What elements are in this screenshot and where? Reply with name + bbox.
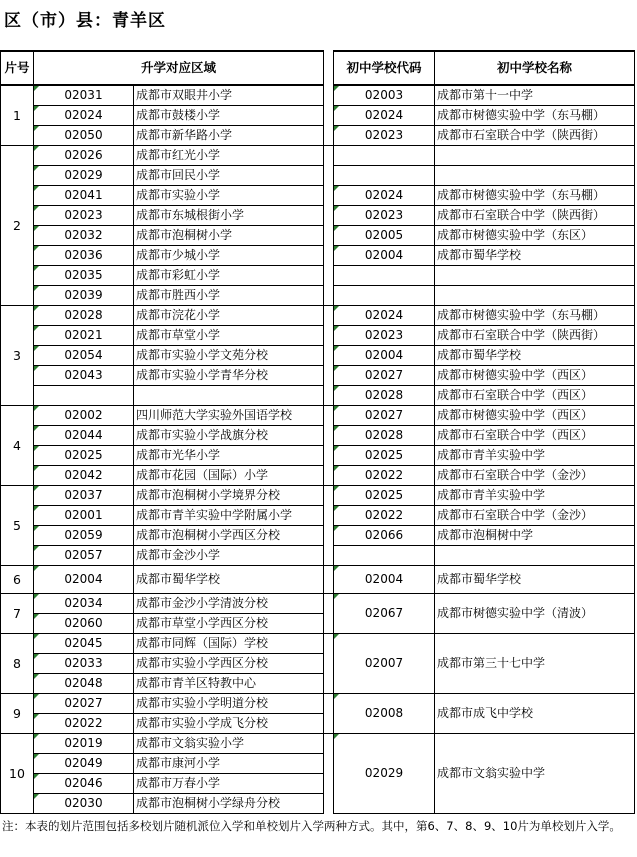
primary-code: 02037 xyxy=(34,486,134,506)
middle-name xyxy=(435,266,635,286)
middle-name: 成都市石室联合中学（金沙） xyxy=(435,466,635,486)
piece-number: 5 xyxy=(1,486,34,566)
middle-name: 成都市第三十七中学 xyxy=(435,634,635,694)
primary-name: 成都市实验小学文苑分校 xyxy=(134,346,324,366)
primary-code: 02031 xyxy=(34,85,134,106)
column-gap xyxy=(324,714,334,734)
table-row xyxy=(1,386,635,406)
middle-code: 02024 xyxy=(334,106,435,126)
middle-code: 02005 xyxy=(334,226,435,246)
column-gap xyxy=(324,126,334,146)
table-row xyxy=(1,366,635,386)
middle-code xyxy=(334,546,435,566)
table-row xyxy=(1,286,635,306)
middle-code: 02008 xyxy=(334,694,435,734)
primary-name: 成都市草堂小学 xyxy=(134,326,324,346)
primary-code: 02059 xyxy=(34,526,134,546)
primary-name: 成都市浣花小学 xyxy=(134,306,324,326)
primary-code: 02002 xyxy=(34,406,134,426)
middle-name: 成都市石室联合中学（金沙） xyxy=(435,506,635,526)
header-row xyxy=(1,51,635,85)
primary-name: 成都市金沙小学 xyxy=(134,546,324,566)
table-row xyxy=(1,346,635,366)
primary-code: 02034 xyxy=(34,594,134,614)
table-row xyxy=(1,566,635,594)
middle-code: 02029 xyxy=(334,734,435,814)
enrollment-table xyxy=(0,50,635,814)
middle-code: 02022 xyxy=(334,466,435,486)
middle-name: 成都市石室联合中学（西区） xyxy=(435,426,635,446)
primary-name: 成都市少城小学 xyxy=(134,246,324,266)
primary-code: 02032 xyxy=(34,226,134,246)
middle-name: 成都市树德实验中学（清波） xyxy=(435,594,635,634)
header-piece: 片号 xyxy=(1,51,34,85)
primary-code: 02022 xyxy=(34,714,134,734)
primary-code xyxy=(34,386,134,406)
primary-name: 成都市青羊区特教中心 xyxy=(134,674,324,694)
column-gap xyxy=(324,106,334,126)
table-row xyxy=(1,594,635,614)
primary-code: 02039 xyxy=(34,286,134,306)
header-code: 初中学校代码 xyxy=(334,51,435,85)
column-gap xyxy=(324,506,334,526)
primary-name: 成都市胜西小学 xyxy=(134,286,324,306)
header-name: 初中学校名称 xyxy=(435,51,635,85)
middle-code: 02025 xyxy=(334,446,435,466)
middle-name: 成都市树德实验中学（东区） xyxy=(435,226,635,246)
primary-code: 02044 xyxy=(34,426,134,446)
column-gap xyxy=(324,634,334,654)
primary-name: 成都市草堂小学西区分校 xyxy=(134,614,324,634)
table-row xyxy=(1,506,635,526)
column-gap xyxy=(324,546,334,566)
piece-number: 10 xyxy=(1,734,34,814)
primary-code: 02019 xyxy=(34,734,134,754)
primary-name: 成都市青羊实验中学附属小学 xyxy=(134,506,324,526)
primary-code: 02030 xyxy=(34,794,134,814)
column-gap xyxy=(324,186,334,206)
middle-code: 02022 xyxy=(334,506,435,526)
primary-name: 成都市实验小学成飞分校 xyxy=(134,714,324,734)
middle-name: 成都市青羊实验中学 xyxy=(435,446,635,466)
middle-name: 成都市文翁实验中学 xyxy=(435,734,635,814)
primary-code: 02021 xyxy=(34,326,134,346)
middle-name: 成都市石室联合中学（陕西街） xyxy=(435,326,635,346)
table-row xyxy=(1,166,635,186)
primary-name: 成都市东城根街小学 xyxy=(134,206,324,226)
primary-name: 成都市蜀华学校 xyxy=(134,566,324,594)
table-body xyxy=(1,85,635,814)
middle-name xyxy=(435,546,635,566)
table-row xyxy=(1,306,635,326)
table-row xyxy=(1,226,635,246)
column-gap xyxy=(324,794,334,814)
primary-name: 四川师范大学实验外国语学校 xyxy=(134,406,324,426)
table-row xyxy=(1,466,635,486)
primary-code: 02035 xyxy=(34,266,134,286)
footnote: 注：本表的划片范围包括多校划片随机派位入学和单校划片入学两种方式。其中，第6、7、8、9、10片为单校划片入学。 xyxy=(2,819,621,833)
table-row xyxy=(1,186,635,206)
table-row xyxy=(1,426,635,446)
primary-name: 成都市光华小学 xyxy=(134,446,324,466)
primary-name: 成都市金沙小学清波分校 xyxy=(134,594,324,614)
middle-code: 02003 xyxy=(334,85,435,106)
middle-code: 02007 xyxy=(334,634,435,694)
column-gap xyxy=(324,774,334,794)
middle-code: 02025 xyxy=(334,486,435,506)
primary-name: 成都市实验小学青华分校 xyxy=(134,366,324,386)
primary-name: 成都市泡桐树小学 xyxy=(134,226,324,246)
middle-name: 成都市第十一中学 xyxy=(435,85,635,106)
primary-code: 02046 xyxy=(34,774,134,794)
primary-name: 成都市回民小学 xyxy=(134,166,324,186)
column-gap xyxy=(324,486,334,506)
column-gap xyxy=(324,734,334,754)
middle-name: 成都市树德实验中学（东马棚） xyxy=(435,106,635,126)
middle-code xyxy=(334,146,435,166)
primary-name: 成都市康河小学 xyxy=(134,754,324,774)
table-row xyxy=(1,734,635,754)
middle-code: 02027 xyxy=(334,366,435,386)
column-gap xyxy=(324,566,334,594)
middle-code xyxy=(334,266,435,286)
column-gap xyxy=(324,266,334,286)
middle-name: 成都市树德实验中学（西区） xyxy=(435,366,635,386)
column-gap xyxy=(324,346,334,366)
middle-name: 成都市石室联合中学（西区） xyxy=(435,386,635,406)
piece-number: 4 xyxy=(1,406,34,486)
primary-code: 02028 xyxy=(34,306,134,326)
piece-number: 8 xyxy=(1,634,34,694)
column-gap xyxy=(324,694,334,714)
primary-name: 成都市泡桐树小学绿舟分校 xyxy=(134,794,324,814)
column-gap xyxy=(324,206,334,226)
middle-code: 02028 xyxy=(334,386,435,406)
middle-name xyxy=(435,166,635,186)
middle-name xyxy=(435,146,635,166)
piece-number: 2 xyxy=(1,146,34,306)
middle-name: 成都市青羊实验中学 xyxy=(435,486,635,506)
middle-name: 成都市树德实验中学（东马棚） xyxy=(435,306,635,326)
primary-name: 成都市实验小学明道分校 xyxy=(134,694,324,714)
primary-name: 成都市红光小学 xyxy=(134,146,324,166)
primary-code: 02036 xyxy=(34,246,134,266)
middle-code: 02004 xyxy=(334,566,435,594)
column-gap xyxy=(324,654,334,674)
primary-name: 成都市实验小学 xyxy=(134,186,324,206)
column-gap xyxy=(324,754,334,774)
column-gap xyxy=(324,146,334,166)
middle-name: 成都市蜀华学校 xyxy=(435,566,635,594)
table-row xyxy=(1,634,635,654)
column-gap xyxy=(324,366,334,386)
primary-code: 02027 xyxy=(34,694,134,714)
table-row xyxy=(1,146,635,166)
column-gap xyxy=(324,326,334,346)
column-gap xyxy=(324,426,334,446)
column-gap xyxy=(324,406,334,426)
primary-name: 成都市鼓楼小学 xyxy=(134,106,324,126)
table-row xyxy=(1,266,635,286)
column-gap xyxy=(324,466,334,486)
primary-code: 02033 xyxy=(34,654,134,674)
middle-name: 成都市树德实验中学（东马棚） xyxy=(435,186,635,206)
table-row xyxy=(1,446,635,466)
piece-number: 7 xyxy=(1,594,34,634)
column-gap xyxy=(324,594,334,614)
page-title: 区（市）县：青羊区 xyxy=(4,11,166,31)
primary-name: 成都市文翁实验小学 xyxy=(134,734,324,754)
middle-code: 02024 xyxy=(334,186,435,206)
piece-number: 1 xyxy=(1,85,34,146)
primary-name: 成都市花园（国际）小学 xyxy=(134,466,324,486)
piece-number: 6 xyxy=(1,566,34,594)
primary-code: 02001 xyxy=(34,506,134,526)
primary-code: 02048 xyxy=(34,674,134,694)
primary-code: 02041 xyxy=(34,186,134,206)
primary-name: 成都市万春小学 xyxy=(134,774,324,794)
middle-code: 02067 xyxy=(334,594,435,634)
primary-name xyxy=(134,386,324,406)
middle-code: 02024 xyxy=(334,306,435,326)
table-row xyxy=(1,206,635,226)
column-gap xyxy=(324,674,334,694)
middle-code: 02066 xyxy=(334,526,435,546)
primary-code: 02004 xyxy=(34,566,134,594)
column-gap xyxy=(324,51,334,85)
middle-code: 02023 xyxy=(334,126,435,146)
column-gap xyxy=(324,226,334,246)
table-row xyxy=(1,694,635,714)
middle-code: 02004 xyxy=(334,346,435,366)
primary-code: 02060 xyxy=(34,614,134,634)
table-row xyxy=(1,246,635,266)
piece-number: 3 xyxy=(1,306,34,406)
header-area: 升学对应区域 xyxy=(34,51,324,85)
middle-code: 02023 xyxy=(334,206,435,226)
middle-name: 成都市蜀华学校 xyxy=(435,246,635,266)
middle-code xyxy=(334,166,435,186)
primary-name: 成都市彩虹小学 xyxy=(134,266,324,286)
primary-name: 成都市同辉（国际）学校 xyxy=(134,634,324,654)
column-gap xyxy=(324,286,334,306)
middle-name: 成都市石室联合中学（陕西街） xyxy=(435,126,635,146)
middle-name xyxy=(435,286,635,306)
primary-name: 成都市新华路小学 xyxy=(134,126,324,146)
primary-name: 成都市实验小学战旗分校 xyxy=(134,426,324,446)
middle-code xyxy=(334,286,435,306)
table-row xyxy=(1,106,635,126)
primary-code: 02029 xyxy=(34,166,134,186)
middle-name: 成都市成飞中学校 xyxy=(435,694,635,734)
primary-name: 成都市双眼井小学 xyxy=(134,85,324,106)
primary-code: 02042 xyxy=(34,466,134,486)
primary-code: 02024 xyxy=(34,106,134,126)
primary-code: 02054 xyxy=(34,346,134,366)
table-row xyxy=(1,126,635,146)
piece-number: 9 xyxy=(1,694,34,734)
table-row xyxy=(1,486,635,506)
middle-name: 成都市蜀华学校 xyxy=(435,346,635,366)
middle-name: 成都市树德实验中学（西区） xyxy=(435,406,635,426)
middle-code: 02027 xyxy=(334,406,435,426)
primary-code: 02049 xyxy=(34,754,134,774)
primary-code: 02050 xyxy=(34,126,134,146)
column-gap xyxy=(324,614,334,634)
column-gap xyxy=(324,246,334,266)
column-gap xyxy=(324,85,334,106)
column-gap xyxy=(324,526,334,546)
column-gap xyxy=(324,446,334,466)
table-row xyxy=(1,546,635,566)
primary-code: 02023 xyxy=(34,206,134,226)
table-row xyxy=(1,85,635,106)
primary-code: 02025 xyxy=(34,446,134,466)
column-gap xyxy=(324,386,334,406)
primary-name: 成都市泡桐树小学西区分校 xyxy=(134,526,324,546)
middle-code: 02023 xyxy=(334,326,435,346)
table-row xyxy=(1,526,635,546)
primary-code: 02043 xyxy=(34,366,134,386)
primary-code: 02026 xyxy=(34,146,134,166)
primary-name: 成都市实验小学西区分校 xyxy=(134,654,324,674)
column-gap xyxy=(324,166,334,186)
table-row xyxy=(1,326,635,346)
primary-code: 02057 xyxy=(34,546,134,566)
middle-code: 02004 xyxy=(334,246,435,266)
middle-name: 成都市泡桐树中学 xyxy=(435,526,635,546)
middle-name: 成都市石室联合中学（陕西街） xyxy=(435,206,635,226)
primary-code: 02045 xyxy=(34,634,134,654)
primary-name: 成都市泡桐树小学境界分校 xyxy=(134,486,324,506)
column-gap xyxy=(324,306,334,326)
table-row xyxy=(1,406,635,426)
middle-code: 02028 xyxy=(334,426,435,446)
